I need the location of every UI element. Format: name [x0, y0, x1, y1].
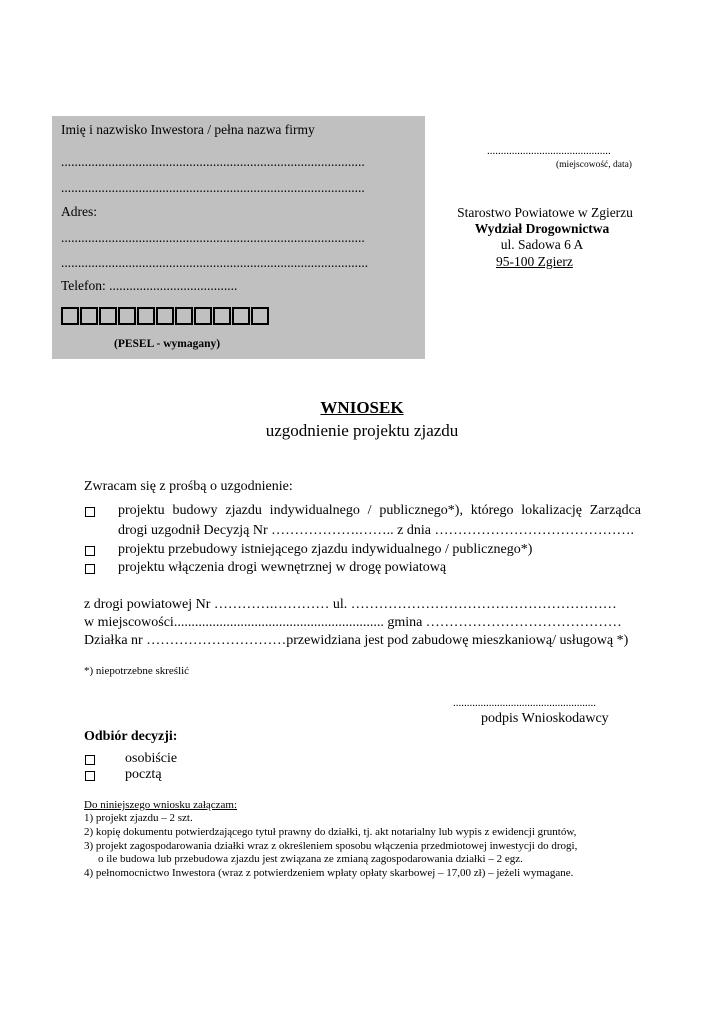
pesel-digit-box[interactable]: [61, 307, 79, 325]
recipient-department: Wydział Drogownictwa: [474, 221, 610, 236]
road-number-field[interactable]: z drogi powiatowej Nr ………….………… ul. …………………………………………………: [84, 597, 617, 612]
pesel-digit-box[interactable]: [194, 307, 212, 325]
pickup-heading: Odbiór decyzji:: [84, 729, 178, 744]
address-field-1[interactable]: ..........................................................................................: [61, 230, 365, 245]
signature-field[interactable]: ....................................................: [453, 697, 596, 709]
attachment-item: 3) projekt zagospodarowania działki wraz z określeniem sposobu włączenia przedmiotowej inwestycji do drogi,: [84, 840, 578, 852]
footnote: *) niepotrzebne skreślić: [84, 665, 190, 677]
pesel-digit-box[interactable]: [175, 307, 193, 325]
pesel-label: (PESEL - wymagany): [114, 338, 221, 350]
pickup-mail-label: pocztą: [125, 767, 162, 782]
recipient-street: ul. Sadowa 6 A: [500, 237, 584, 252]
pesel-input[interactable]: [61, 307, 269, 325]
checkbox-pickup-personal[interactable]: [85, 755, 95, 765]
pesel-digit-box[interactable]: [99, 307, 117, 325]
address-label: Adres:: [61, 204, 97, 219]
pesel-digit-box[interactable]: [156, 307, 174, 325]
attachment-item-continuation: o ile budowa lub przebudowa zjazdu jest związana ze zmianą zagospodarowania działki – 2 egz.: [98, 853, 523, 865]
pesel-digit-box[interactable]: [80, 307, 98, 325]
attachment-item: 1) projekt zjazdu – 2 szt.: [84, 812, 193, 824]
checkbox-pickup-mail[interactable]: [85, 771, 95, 781]
option-rebuild-driveway: projektu przebudowy istniejącego zjazdu indywidualnego / publicznego*): [118, 542, 533, 557]
pesel-digit-box[interactable]: [213, 307, 231, 325]
applicant-box: [52, 116, 425, 359]
pesel-digit-box[interactable]: [118, 307, 136, 325]
recipient-postal: 95-100 Zgierz: [496, 254, 573, 269]
pesel-digit-box[interactable]: [137, 307, 155, 325]
applicant-name-field[interactable]: ..........................................................................................: [61, 154, 365, 169]
pesel-digit-box[interactable]: [232, 307, 250, 325]
pickup-personal-label: osobiście: [125, 751, 178, 766]
applicant-name-label: Imię i nazwisko Inwestora / pełna nazwa firmy: [61, 122, 315, 137]
signature-label: podpis Wnioskodawcy: [481, 711, 609, 726]
request-intro: Zwracam się z prośbą o uzgodnienie:: [84, 479, 293, 494]
attachments-heading: Do niniejszego wniosku załączam:: [84, 799, 238, 811]
option-internal-road: projektu włączenia drogi wewnętrznej w drogę powiatową: [118, 560, 447, 575]
pesel-digit-box[interactable]: [251, 307, 269, 325]
phone-field[interactable]: Telefon: ......................................: [61, 278, 238, 293]
applicant-name-field-2[interactable]: ..........................................................................................: [61, 180, 365, 195]
page-subtitle: uzgodnienie projektu zjazdu: [265, 421, 459, 440]
recipient-office: Starostwo Powiatowe w Zgierzu: [457, 205, 633, 220]
town-municipality-field[interactable]: w miejscowości............................................................ gmina ……………………………………: [84, 615, 622, 630]
place-date-label: (miejscowość, data): [556, 160, 632, 170]
checkbox-internal-road[interactable]: [85, 564, 95, 574]
attachment-item: 2) kopię dokumentu potwierdzającego tytuł prawny do działki, tj. akt notarialny lub wypis z ewidencji gruntów,: [84, 826, 577, 838]
address-field-2[interactable]: ...........................................................................................: [61, 255, 369, 270]
place-date-field[interactable]: .............................................: [487, 145, 611, 157]
checkbox-rebuild-driveway[interactable]: [85, 546, 95, 556]
option-new-driveway-decision: drogi uzgodnił Decyzją Nr ……………….…….. z dnia …………………………………….: [118, 523, 634, 538]
checkbox-new-driveway[interactable]: [85, 507, 95, 517]
option-new-driveway: projektu budowy zjazdu indywidualnego / publicznego*), którego lokalizację Zarządca: [118, 503, 641, 518]
parcel-field[interactable]: Działka nr …………………………przewidziana jest pod zabudowę mieszkaniową/ usługową *): [84, 633, 629, 648]
attachment-item: 4) pełnomocnictwo Inwestora (wraz z potwierdzeniem wpłaty opłaty skarbowej – 17,00 zł) – jeżeli wymagane.: [84, 867, 574, 879]
page-title: WNIOSEK: [320, 398, 404, 417]
